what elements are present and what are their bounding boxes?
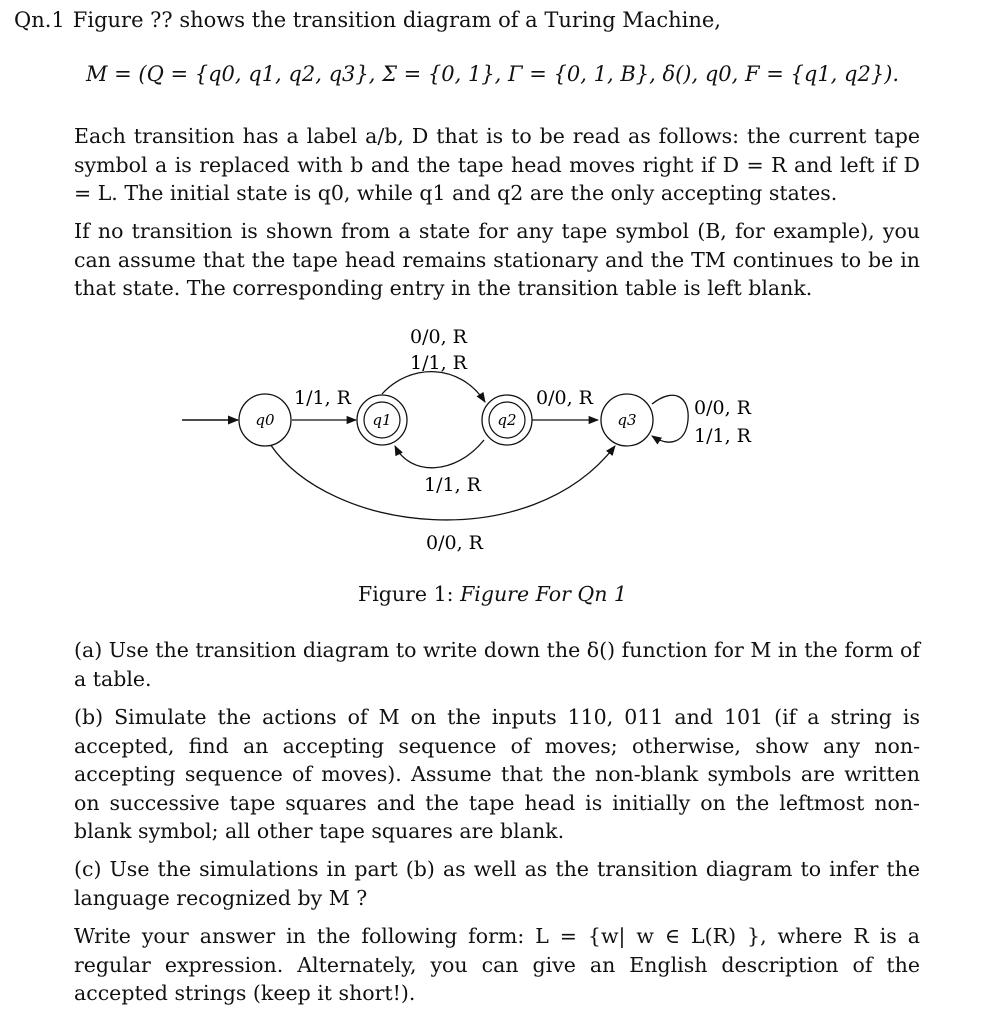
- edge-label-q0-q1: 1/1, R: [294, 387, 351, 409]
- part-c: (c) Use the simulations in part (b) as well as the transition diagram to infer the language recognized by M ?: [74, 857, 920, 910]
- answer-form-instructions: Write your answer in the following form: L = {w| w ∈ L(R) }, where R is a regular expression. Alternately, you can give an English description of the accepted strings (keep it short!).: [74, 924, 920, 1005]
- edge-q1-q2-top: [382, 372, 485, 402]
- edge-q2-q1-bottom: [395, 440, 484, 468]
- state-q3: [601, 394, 653, 446]
- question-number: Qn.1: [14, 8, 65, 32]
- state-q0: [239, 394, 291, 446]
- transition-label-paragraph: Each transition has a label a/b, D that is to be read as follows: the current tape symbol a is replaced with b and the tape head moves right if D = R and left if D = L. The initial state is q0, while q1 and q2 are the only accepting states.: [74, 124, 920, 205]
- edge-label-q3-loop-line2: 1/1, R: [694, 425, 751, 447]
- state-label-q1: q1: [372, 411, 392, 429]
- edge-label-q3-loop-line1: 0/0, R: [694, 397, 751, 419]
- state-label-q3: q3: [617, 411, 637, 429]
- state-label-q0: q0: [255, 411, 275, 429]
- question-heading: [14, 8, 721, 32]
- edge-label-q1-q2-line2: 1/1, R: [410, 352, 467, 374]
- state-q2-accepting: [482, 395, 532, 445]
- state-label-q2: q2: [497, 411, 517, 429]
- part-b: (b) Simulate the actions of M on the inputs 110, 011 and 101 (if a string is accepted, find an accepting sequence of moves; otherwise, show any non-accepting sequence of moves). Assume that the non-blank symbols are written on successive tape squares and the tape head is initially on the leftmost non-blank symbol; all other tape squares are blank.: [74, 705, 920, 843]
- edge-label-q2-q1: 1/1, R: [424, 474, 481, 496]
- machine-definition: M = (Q = {q0, q1, q2, q3}, Σ = {0, 1}, Γ = {0, 1, B}, δ(), q0, F = {q1, q2}).: [85, 62, 900, 86]
- edge-label-q2-q3: 0/0, R: [536, 387, 593, 409]
- figure-caption: [0, 582, 985, 606]
- question-intro: Figure ?? shows the transition diagram of a Turing Machine,: [72, 8, 721, 32]
- caption-text: Figure For Qn 1: [460, 582, 627, 606]
- part-a: (a) Use the transition diagram to write down the δ() function for M in the form of a table.: [74, 638, 920, 691]
- state-q1-accepting: [357, 395, 407, 445]
- edge-q3-loop: [652, 395, 688, 442]
- edge-label-q0-q3: 0/0, R: [426, 532, 483, 554]
- blank-transition-paragraph: If no transition is shown from a state for any tape symbol (B, for example), you can assume that the tape head remains stationary and the TM continues to be in that state. The corresponding entry in the transition table is left blank.: [74, 219, 920, 300]
- caption-number: Figure 1:: [358, 582, 454, 606]
- transition-diagram: [170, 318, 790, 563]
- edge-label-q1-q2-line1: 0/0, R: [410, 326, 467, 348]
